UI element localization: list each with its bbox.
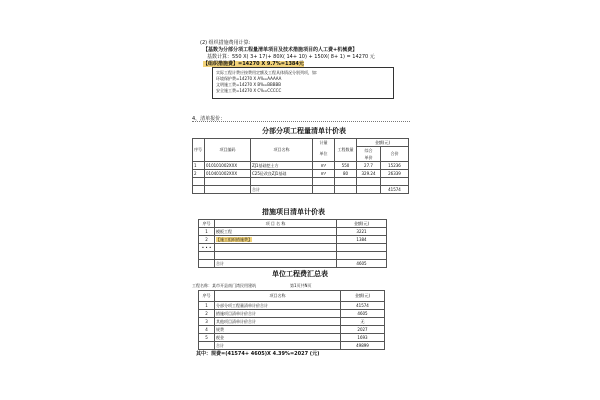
table1-cell-name: C25砼改良ZJ1基础 [251,170,313,178]
table1-header-amount: 金额(元) [357,139,409,147]
table2-cell-name: 模板工程 [215,228,337,236]
table3-cell-no: 2 [199,310,215,318]
table1-cell-price: 27.7 [357,162,381,170]
table1-cell-unit: m³ [313,162,335,170]
table-row [199,326,385,334]
table-row [193,162,409,170]
table3-header-name: 项目名称 [215,291,341,302]
table2-cell-name [215,236,337,244]
table1-cell-unit [313,186,335,194]
table3-cell-no: 1 [199,302,215,310]
table3-cell-no: 5 [199,334,215,342]
table3-meta-page: 第1页共N页 [290,283,312,288]
divider [192,121,410,122]
note-line: 文明施工费=14270 X B%=BBBBB [216,82,281,87]
line-base-description: 【基数为分部分项工程量清单项目及技术措施项目的人工费+机械费】 [203,47,358,53]
table1-cell-code [205,186,251,194]
table1-cell-total [381,178,409,186]
table1-cell-no [193,186,205,194]
table3-cell-name: 措施项目清单计价合计 [215,310,341,318]
table3-header-no: 序号 [199,291,215,302]
table1-cell-code: 010101002XXX [205,162,251,170]
table-row [199,244,387,252]
table1-cell-price [357,178,381,186]
table2-cell-no: 2 [199,236,215,244]
table-row [199,310,385,318]
table-row [193,170,409,178]
table2-sum-amount: 4605 [337,260,387,268]
table1-cell-total: 26339 [381,170,409,178]
table1-header-qty: 工程数量 [335,139,357,162]
section-heading-org-measures: (2) 组织措施费用计算: [200,40,251,46]
section-heading-quotation: 4、清单报价： [192,116,226,122]
table1-cell-name: ZJ1基础挖土方 [251,162,313,170]
table2-title: 措施项目清单计价表 [262,208,325,216]
table1-cell-total: 15236 [381,162,409,170]
table1-cell-unit: m³ [313,170,335,178]
table2-header-amount: 金额(元) [337,220,387,228]
table3-cell-amount: 41574 [341,302,385,310]
table3 [198,290,385,350]
line-base-calculation: 基数计算：550 X( 3+ 17)+ 80X( 14+ 10) + 150X( 8+ 1) = 14270 元 [207,54,375,60]
table2-cell-name [215,244,337,252]
table-row-sum [199,260,387,268]
table2 [198,219,387,268]
table1-cell-qty [335,186,357,194]
table3-cell-no [199,342,215,350]
table1-sum-label: 合计 [251,186,313,194]
table1-cell-price: 329.24 [357,170,381,178]
note-line: 安全施工费=14270 X C%=CCCCC [216,88,282,93]
table1-title: 分部分项工程量清单计价表 [262,127,346,135]
table3-meta-project-name: 工程名称：某市开县南门湾民用建筑 [192,283,256,288]
table2-cell-amount: 3221 [337,228,387,236]
table2-cell-no [199,260,215,268]
table1-cell-no: 2 [193,170,205,178]
table1-header-price-bottom: 单价 [357,154,381,162]
table2-header-no: 序号 [199,220,215,228]
note-line: 环境保护费=14270 X A%=AAAAA [216,76,282,81]
table-row [193,178,409,186]
table1-cell-no [193,178,205,186]
table1-cell-qty: 550 [335,162,357,170]
table1-cell-unit [313,178,335,186]
table3-cell-amount: 2027 [341,326,385,334]
table1-header-price-top: 综合 [357,147,381,155]
table2-cell-amount [337,244,387,252]
table1-cell-qty [335,178,357,186]
table-row [199,318,385,326]
table1-header-unit-top: 计量 [313,139,335,147]
table2-cell-no: • • • [199,244,215,252]
table-row [199,334,385,342]
table3-title: 单位工程费汇总表 [272,270,328,278]
table3-footnote: 其中：规费=(41574+ 4605)X 4.39%=2027 (元) [196,351,320,357]
table3-sum-label: 合计 [215,342,341,350]
line-org-measures-fee: 【组织措施费】=14270 X 9.7%=1384元 [203,61,304,67]
table3-cell-amount: 无 [341,318,385,326]
table3-cell-amount: 1693 [341,334,385,342]
table2-header-name: 项 目 名 称 [215,220,337,228]
table1-cell-code [205,178,251,186]
table2-cell-amount [337,252,387,260]
table1-header-no: 序号 [193,139,205,162]
table1-cell-qty: 80 [335,170,357,178]
table1-cell-name [251,178,313,186]
table3-cell-name: 规费 [215,326,341,334]
table1-cell-code: 010401002XXX [205,170,251,178]
table3-cell-name: 税金 [215,334,341,342]
table-row [199,236,387,244]
table1-sum-total: 41574 [381,186,409,194]
table2-cell-name-highlight: 【施工组织措施费】 [216,236,252,242]
table1-header-unit-bottom: 单位 [313,147,335,162]
table-row [199,228,387,236]
table1 [192,138,409,194]
table1-header-name: 项目名称 [251,139,313,162]
table-row-sum [193,186,409,194]
note-box [212,67,394,99]
table3-header-amount: 金额(元) [341,291,385,302]
table1-header-total: 合价 [381,147,409,162]
table3-cell-no: 3 [199,318,215,326]
table3-cell-amount: 4605 [341,310,385,318]
table3-cell-name: 其他项目清单计价合计 [215,318,341,326]
table-row-sum [199,342,385,350]
note-title: 实际工程计费应按费用定额及工程具体情况分别列项，如: [216,70,318,75]
table2-cell-name [215,252,337,260]
table1-cell-no: 1 [193,162,205,170]
table2-cell-no [199,252,215,260]
table-row [199,252,387,260]
table-row [199,302,385,310]
table3-sum-amount: 49899 [341,342,385,350]
table1-cell-price [357,186,381,194]
table2-sum-label: 合计 [215,260,337,268]
table3-cell-no: 4 [199,326,215,334]
table3-cell-name: 分部分项工程量清单计价合计 [215,302,341,310]
table1-header-code: 项目编码 [205,139,251,162]
table2-cell-no: 1 [199,228,215,236]
table2-cell-amount: 1384 [337,236,387,244]
